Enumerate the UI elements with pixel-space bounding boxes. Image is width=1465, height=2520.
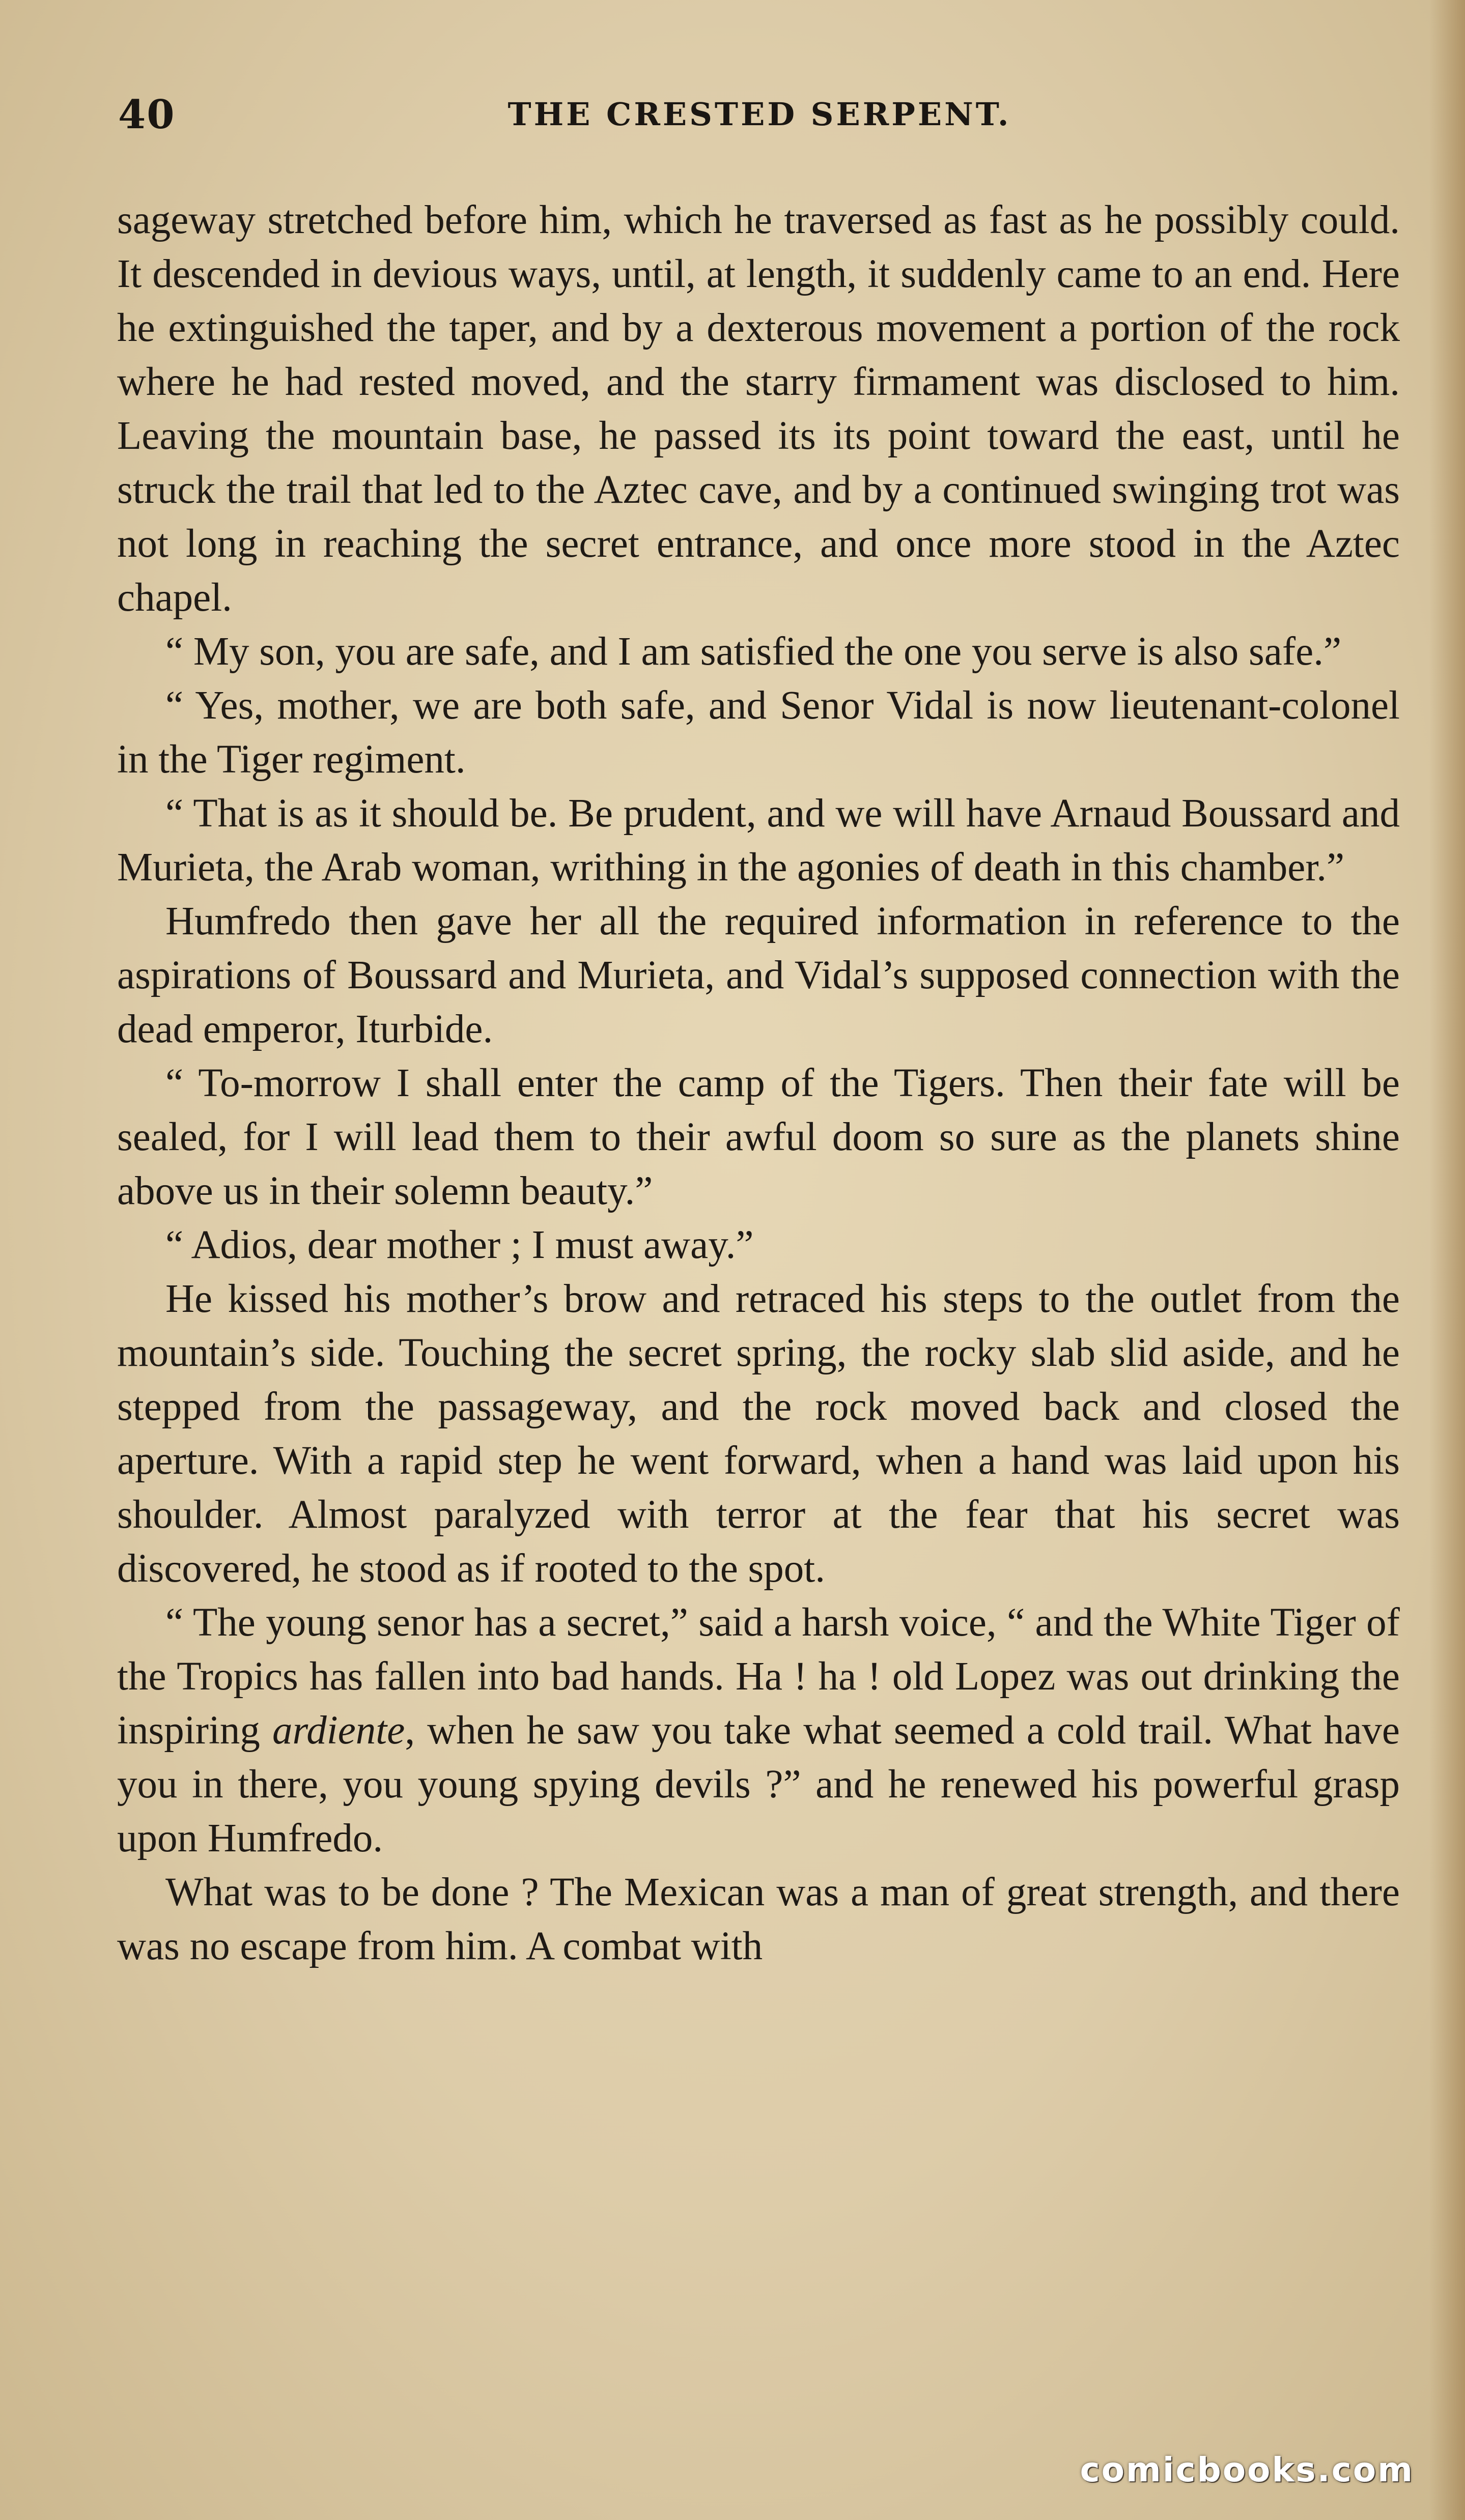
paragraph: He kissed his mother’s brow and retraced his steps to the outlet from the mountain’s side. Touching the secret spring, the rocky slab slid aside, and he stepped from the passageway, and the rock moved back and closed the aperture. With a rapid step he went forward, when a hand was laid upon his shoulder. Almost paralyzed with terror at the fear that his secret was discovered, he stood as if rooted to the spot. xyxy=(117,1277,1400,1591)
italic-word: ardiente xyxy=(272,1708,405,1753)
page-header xyxy=(118,92,1401,142)
paragraph: “ My son, you are safe, and I am satisfied the one you serve is also safe.” xyxy=(165,629,1342,674)
paragraph: “ Adios, dear mother ; I must away.” xyxy=(165,1223,754,1267)
paragraph: “ To-morrow I shall enter the camp of the Tigers. Then their fate will be sealed, for I will lead them to their awful doom so sure as the planets shine above us in their solemn beauty.” xyxy=(117,1061,1400,1213)
paragraph: sageway stretched before him, which he traversed as fast as he possibly could. It descended in devious ways, until, at length, it suddenly came to an end. Here he extinguished the taper, and by a dexterous movement a portion of the rock where he had rested moved, and the starry firmament was disclosed to him. Leaving the mountain base, he passed its its point toward the east, until he struck the trail that led to the Aztec cave, and by a continued swinging trot was not long in reaching the secret entrance, and once more stood in the Aztec chapel. xyxy=(117,198,1400,620)
paragraph-text: , when he saw you take what seemed a cold trail. What have you in there, you young spying devils ?” and he renewed his powerful grasp upon Humfredo. xyxy=(117,1708,1400,1860)
watermark: comicbooks.com xyxy=(1080,2450,1414,2489)
paragraph: “ That is as it should be. Be prudent, and we will have Arnaud Boussard and Murieta, the Arab woman, writhing in the agonies of death in this chamber.” xyxy=(117,791,1400,890)
page-number: 40 xyxy=(118,92,176,138)
running-head: THE CRESTED SERPENT. xyxy=(508,96,1011,133)
page-edge-shadow xyxy=(1429,0,1465,2520)
paragraph xyxy=(117,1596,1400,1866)
paragraph-text: “ The young senor has a secret,” said a harsh voice, “ and the White Tiger of the Tropics has fallen into bad hands. Ha ! ha ! old Lopez was out drinking the inspiring xyxy=(117,1600,1400,1753)
paragraph: What was to be done ? The Mexican was a man of great strength, and there was no escape from him. A combat with xyxy=(117,1870,1400,1968)
body-text xyxy=(117,193,1400,1973)
paragraph: “ Yes, mother, we are both safe, and Senor Vidal is now lieutenant-colonel in the Tiger regiment. xyxy=(117,683,1400,782)
paragraph: Humfredo then gave her all the required information in reference to the aspirations of Boussard and Murieta, and Vidal’s supposed connection with the dead emperor, Iturbide. xyxy=(117,899,1400,1051)
